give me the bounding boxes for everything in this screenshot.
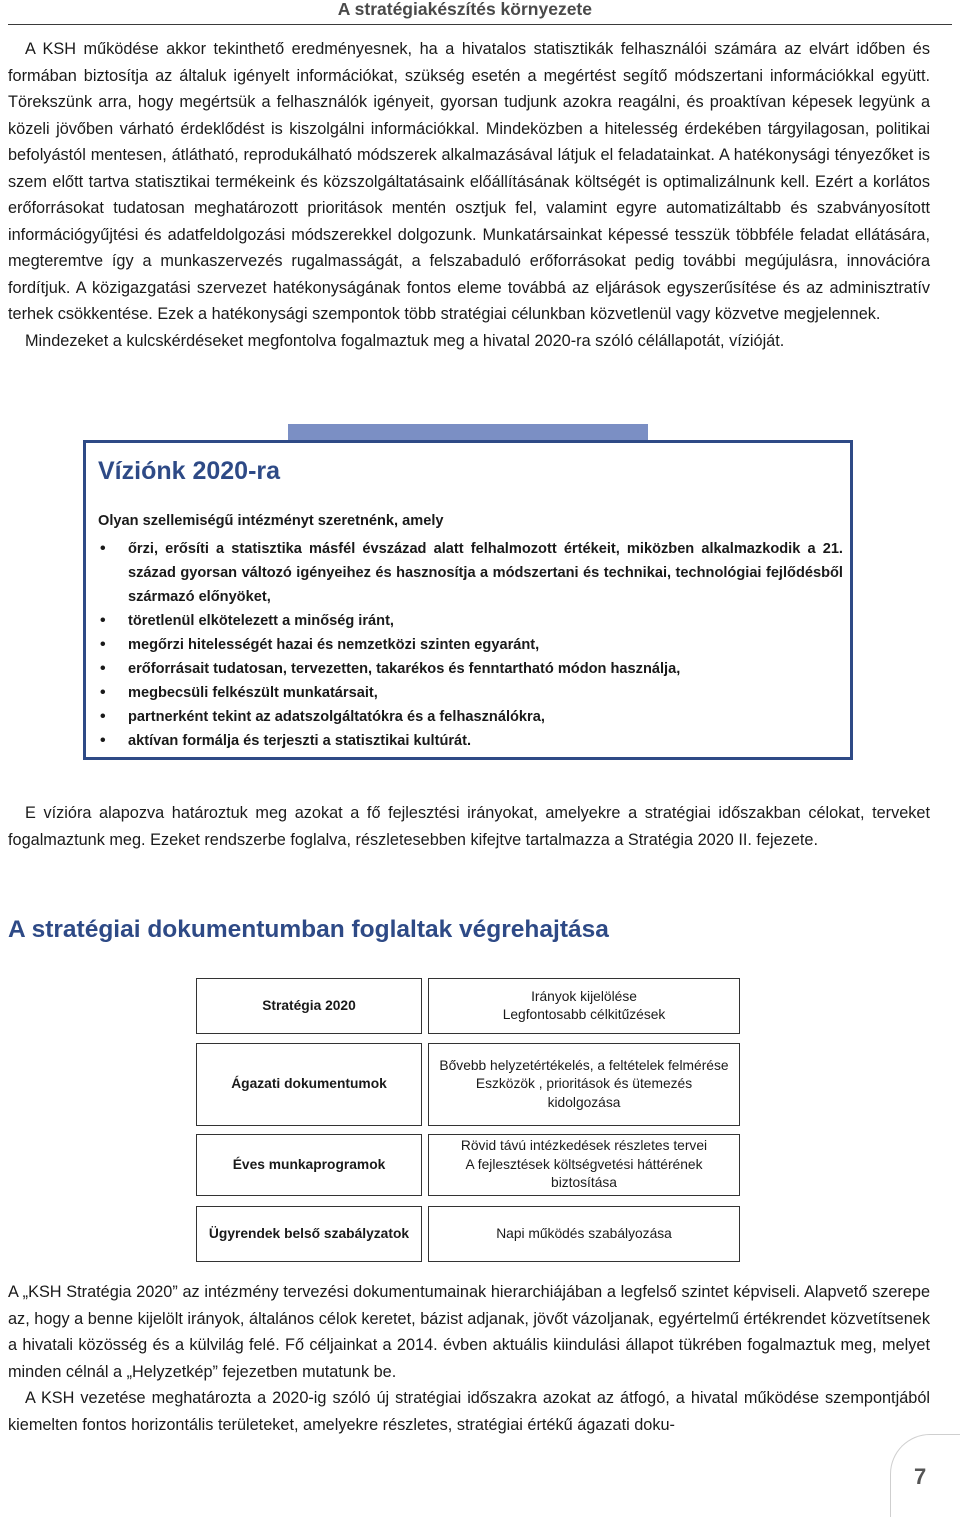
after-vision-section xyxy=(8,800,930,853)
hierarchy-left-label: Ágazati dokumentumok xyxy=(231,1076,387,1092)
intro-paragraph-1: A KSH működése akkor tekinthető eredményesnek, ha a hivatalos statisztikák felhasználói számára az elvárt időben és formában biztosítja az általuk igényelt információkat, szükség esetén a megértést segítő módszertani információkkal együtt. Törekszünk arra, hogy megértsük a felhasználók igényeit, gyorsan tudjunk azokra reagálni, és proaktívan képesek legyünk a közeli jövőben várható érdeklődést is kiszolgálni információkkal. Mindeközben a hitelesség érdekében tárgyilagosan, politikai befolyástól mentesen, átlátható, reprodukálható módszerek alkalmazásával látjuk el feladatainkat. A hatékonysági tényezőket is szem előtt tartva statisztikai termékeink és közszolgáltatásaink előállításának költségét is optimalizálnunk kell. Ezért a korlátos erőforrásokat tudatosan meghatározott prioritások mentén osztjuk fel, valamint egyre automatizáltabb és szabványosított információgyűjtési és adatfeldolgozási módszerekkel dolgozunk. Munkatársainkat képessé tesszük többféle feladat ellátására, megteremtve így a munkaszervezés rugalmasságát, a felszabaduló erőforrásokat pedig további megújulásra, innovációra fordítjuk. A közigazgatási szervezet hatékonyságának fontos eleme továbbá az eljárások egyszerűsítése és az adminisztratív terhek csökkentése. Ezek a hatékonysági szempontok több stratégiai célunkban közvetlenül vagy közvetve megjelennek. xyxy=(8,40,930,323)
section-heading: A stratégiai dokumentumban foglaltak végrehajtása xyxy=(8,916,609,943)
vision-list-item: • töretlenül elkötelezett a minőség iránt, xyxy=(98,609,843,633)
intro-paragraph-2: Mindezeket a kulcskérdéseket megfontolva fogalmaztuk meg a hivatal 2020-ra szóló célállapotát, vízióját. xyxy=(25,331,785,350)
hierarchy-desc-strategy xyxy=(428,978,740,1034)
after-vision-paragraph: E vízióra alapozva határoztuk meg azokat a fő fejlesztési irányokat, amelyekre a stratégiai időszakban célokat, terveket fogalmaztunk meg. Ezeket rendszerbe foglalva, részletesebben kifejtve tartalmazza a Stratégia 2020 II. fejezete. xyxy=(8,804,930,849)
vision-list-item: • őrzi, erősíti a statisztika másfél évszázad alatt felhalmozott értékeit, miközben alkalmazkodik a 21. század gyorsan változó igényeihez és hasznosítja a módszertani és technikai, technológiai fejlődésből származó előnyöket, xyxy=(98,537,843,609)
hierarchy-desc-sectoral xyxy=(428,1043,740,1126)
vision-intro: Olyan szellemiségű intézményt szeretnénk, amely xyxy=(98,513,444,529)
intro-section xyxy=(8,36,930,354)
vision-list-item: • erőforrásait tudatosan, tervezetten, takarékos és fenntartható módon használja, xyxy=(98,657,843,681)
hierarchy-desc-line: Napi működés szabályozása xyxy=(496,1225,672,1241)
running-header-title: A stratégiakészítés környezete xyxy=(337,0,592,19)
closing-paragraph-1: A „KSH Stratégia 2020” az intézmény tervezési dokumentumainak hierarchiájában a legfelső szintet képviseli. Alapvető szerepe az, hogy a benne kijelölt irányok, általános célok keretet, bázist adjanak, jövőt vázoljanak, egyértelmű értékrendet közvetítsenek a hivatali közösség és a külvilág felé. Fő céljainkat a 2014. évben aktuális kiindulási állapot tükrében fogalmaztuk meg, melyet minden célnál a „Helyzetkép” fejezetben mutatunk be. xyxy=(8,1283,930,1381)
vision-title: Víziónk 2020-ra xyxy=(98,457,281,485)
hierarchy-left-label: Stratégia 2020 xyxy=(262,997,356,1013)
hierarchy-level-annual xyxy=(196,1134,422,1196)
vision-list-item: • megbecsüli felkészült munkatársait, xyxy=(98,681,843,705)
vision-list-item: • aktívan formálja és terjeszti a statisztikai kultúrát. xyxy=(98,729,843,753)
hierarchy-desc-annual xyxy=(428,1134,740,1196)
hierarchy-level-strategy xyxy=(196,978,422,1034)
hierarchy-desc-line: Eszközök , prioritások és ütemezés kidolgozása xyxy=(475,1076,693,1110)
hierarchy-desc-line: Bővebb helyzetértékelés, a feltételek felmérése xyxy=(439,1057,729,1073)
page-number: 7 xyxy=(914,1464,927,1489)
vision-box-tab xyxy=(288,424,648,440)
vision-list xyxy=(98,537,843,753)
vision-list-item: • megőrzi hitelességét hazai és nemzetközi szinten egyaránt, xyxy=(98,633,843,657)
hierarchy-left-label: Éves munkaprogramok xyxy=(232,1156,386,1172)
hierarchy-desc-line: A fejlesztések költségvetési háttérének biztosítása xyxy=(465,1156,703,1191)
closing-section xyxy=(8,1279,930,1438)
page-header xyxy=(8,0,952,25)
hierarchy-left-label: Ügyrendek belső szabályzatok xyxy=(208,1225,410,1241)
hierarchy-level-sectoral xyxy=(196,1043,422,1126)
hierarchy-desc-line: Legfontosabb célkitűzések xyxy=(502,1007,666,1022)
hierarchy-desc-line: Rövid távú intézkedések részletes tervei xyxy=(460,1138,708,1154)
vision-list-item: • partnerként tekint az adatszolgáltatókra és a felhasználókra, xyxy=(98,705,843,729)
hierarchy-desc-rules xyxy=(428,1206,740,1262)
vision-box xyxy=(83,440,853,760)
closing-paragraph-2: A KSH vezetése meghatározta a 2020-ig szóló új stratégiai időszakra azokat az átfogó, a hivatal működése szempontjából kiemelten fontos horizontális területeket, amelyekre részletes, stratégiai értékű ágazati doku- xyxy=(8,1389,930,1434)
hierarchy-level-rules xyxy=(196,1206,422,1262)
hierarchy-desc-line: Irányok kijelölése xyxy=(531,988,637,1004)
